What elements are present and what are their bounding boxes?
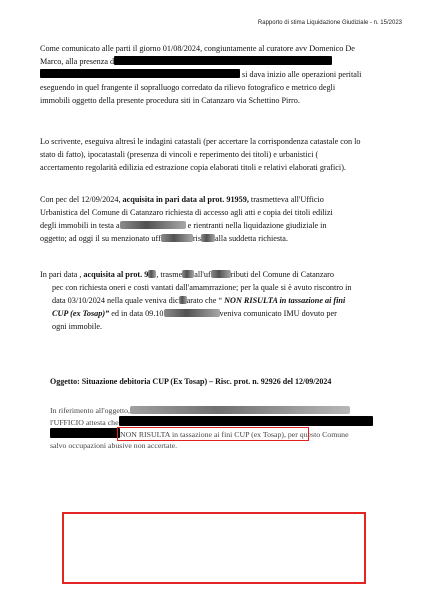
text-line: Urbanistica del Comune di Catanzaro richiesta di accesso agli atti e copia dei titoli edilizi: [40, 208, 333, 217]
paragraph-sopralluogo: [40, 42, 386, 107]
text-fragment: pec con richiesta oneri e costi vantati dall'am: [52, 283, 200, 292]
text-fragment: , trasme: [156, 270, 183, 279]
text-fragment: oggetto; ad oggi il su menzionato uff: [40, 234, 161, 243]
paragraph-pec-tributi: [40, 268, 386, 333]
redaction-bar: [40, 69, 240, 78]
empty-highlight-box: [62, 512, 366, 584]
redaction-bar: [201, 234, 215, 242]
highlight-box: [117, 427, 309, 441]
text-line: accertamento regolarità edilizia ed estrazione copia elaborati titoli e relativi elaborati grafici).: [40, 163, 346, 172]
text-line: [40, 219, 386, 232]
text-line: immobili oggetto della presente procedura siti in Catanzaro via Schettino Pirro.: [40, 96, 300, 105]
protocol-number: acquisita in pari data al prot. 91959,: [122, 195, 249, 204]
text-fragment: data 03/10/2024 nella quale veniva dic: [52, 296, 179, 305]
redaction-bar: [50, 428, 120, 438]
redaction-bar: [179, 296, 187, 304]
document-header: Rapporto di stima Liquidazione Giudiziale - n. 15/2023: [257, 20, 402, 26]
text-fragment: veniva comunicato IMU dovuto per: [219, 309, 337, 318]
text-fragment: alla suddetta richiesta.: [215, 234, 288, 243]
status-quote: NON RISULTA in tassazione ai fini: [224, 296, 346, 305]
redaction-bar: [161, 234, 193, 242]
text-line: stato di fatto), ipocatastali (presenza di vincoli e reperimento dei titoli) e urbanistici (: [40, 150, 319, 159]
paragraph-pec-urbanistica: [40, 193, 386, 245]
redaction-bar: [114, 56, 332, 65]
text-fragment: , per questo Comune: [284, 430, 349, 439]
text-line: [40, 281, 386, 294]
text-fragment: trasmetteva all'Ufficio: [248, 195, 324, 204]
paragraph-indagini: [40, 135, 386, 174]
text-fragment: amr: [199, 283, 212, 292]
text-line: salvo occupazioni abusive non accertate.: [50, 441, 178, 450]
text-fragment: l'UFFICIO attesta che: [50, 418, 119, 427]
text-line: [40, 232, 386, 245]
text-fragment: In pari data ,: [40, 270, 84, 279]
text-line: [40, 307, 386, 320]
status-statement: NON RISULTA in tassazione ai fini CUP (ex Tosap): [120, 430, 284, 439]
subject-line: Oggetto: Situazione debitoria CUP (Ex Tosap) – Risc. prot. n. 92926 del 12/09/2024: [50, 377, 332, 386]
text-line: [40, 268, 386, 281]
text-fragment: arato che “: [186, 296, 225, 305]
text-line: [40, 294, 386, 307]
text-line: [40, 193, 386, 206]
protocol-number: acquisita al prot. 9: [83, 270, 149, 279]
status-quote: CUP (ex Tosap)”: [52, 309, 110, 318]
text-fragment: razione; per la quale si è avuto riscontro in: [211, 283, 352, 292]
text-fragment: ributi del Comune di Catanzaro: [230, 270, 334, 279]
text-fragment: all'uf: [194, 270, 211, 279]
redaction-bar: [211, 270, 231, 278]
text-fragment: Marco, alla presenza d: [40, 57, 115, 66]
text-fragment: degli immobili in testa a: [40, 221, 120, 230]
text-fragment: e rientranti nella liquidazione giudiziale in: [187, 221, 327, 230]
redaction-bar: [164, 309, 220, 317]
text-fragment: ris: [192, 234, 202, 243]
text-line: [40, 68, 386, 81]
text-line: ogni immobile.: [52, 322, 103, 331]
redaction-bar: [182, 270, 194, 278]
text-fragment: si dava inizio alle operazioni peritali: [242, 70, 362, 79]
text-fragment: ed in data 09.10: [109, 309, 164, 318]
text-line: [50, 405, 386, 416]
text-fragment: In riferimento all'oggetto,: [50, 406, 130, 415]
text-line: Lo scrivente, eseguiva altresì le indagini catastali (per accertare la corrispondenza catastale con lo: [40, 137, 361, 146]
text-line: Come comunicato alle parti il giorno 01/08/2024, congiuntamente al curatore avv Domenico De: [40, 44, 355, 53]
text-fragment: Con pec del 12/09/2024,: [40, 195, 123, 204]
text-line: [40, 55, 386, 68]
redaction-bar: [119, 416, 373, 426]
redaction-bar: [130, 406, 350, 414]
redaction-bar: [148, 270, 156, 278]
redaction-bar: [120, 221, 186, 229]
text-line: eseguendo in quel frangente il sopralluogo corredato da rilievo fotografico e metrico degli: [40, 83, 336, 92]
